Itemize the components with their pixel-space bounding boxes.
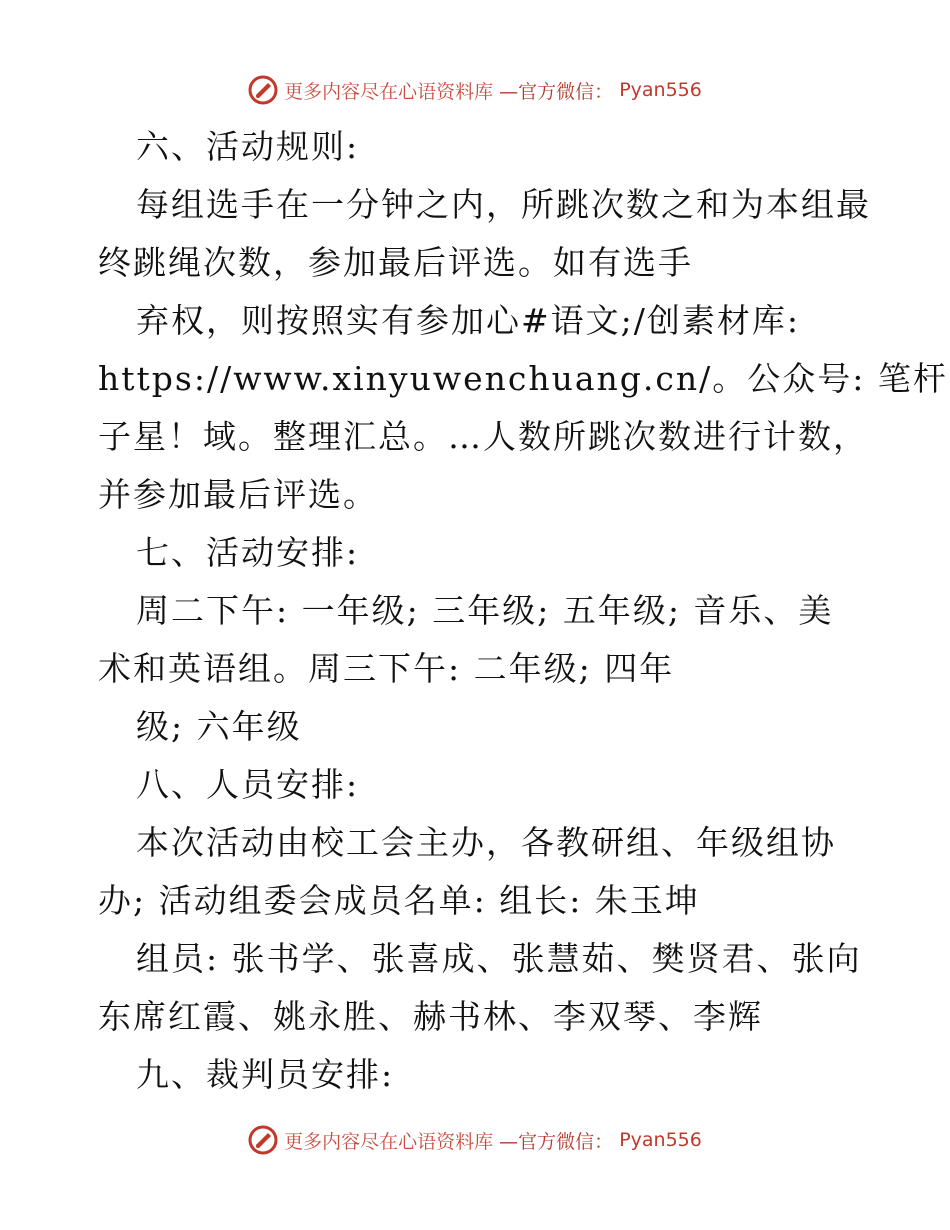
watermark-text: 更多内容尽在心语资料库 bbox=[284, 80, 494, 103]
paragraph-line: 每组选手在一分钟之内，所跳次数之和为本组最 bbox=[136, 185, 871, 224]
watermark-text: 更多内容尽在心语资料库 bbox=[284, 1130, 494, 1153]
paragraph-line: 子星！域。整理汇总。…人数所跳次数进行计数， bbox=[98, 417, 868, 456]
paragraph-line: 东席红霞、姚永胜、赫书林、李双琴、李辉 bbox=[98, 997, 763, 1036]
watermark-separator: —官方微信： bbox=[499, 80, 614, 103]
footer-watermark bbox=[0, 1120, 950, 1160]
paragraph-line: 终跳绳次数，参加最后评选。如有选手 bbox=[98, 243, 693, 282]
logo-icon bbox=[248, 1125, 278, 1155]
watermark-separator: —官方微信： bbox=[499, 1130, 614, 1153]
paragraph-line: 组员: 张书学、张喜成、张慧茹、樊贤君、张向 bbox=[136, 939, 862, 978]
document-body bbox=[98, 118, 948, 1104]
section-heading-schedule: 七、活动安排: bbox=[136, 533, 360, 572]
header-watermark bbox=[0, 70, 950, 110]
section-heading-referees: 九、裁判员安排: bbox=[136, 1055, 395, 1094]
paragraph-line: https://www.xinyuwenchuang.cn/。公众号: 笔杆 bbox=[98, 359, 948, 398]
section-heading-staff: 八、人员安排: bbox=[136, 765, 360, 804]
paragraph-line: 办; 活动组委会成员名单: 组长: 朱玉坤 bbox=[98, 881, 700, 920]
paragraph-line: 本次活动由校工会主办，各教研组、年级组协 bbox=[136, 823, 836, 862]
paragraph-line: 周二下午: 一年级; 三年级; 五年级; 音乐、美 bbox=[136, 591, 834, 630]
logo-icon bbox=[248, 75, 278, 105]
watermark-handle: Pyan556 bbox=[619, 79, 702, 101]
paragraph-line: 级; 六年级 bbox=[136, 707, 302, 746]
paragraph-line: 并参加最后评选。 bbox=[98, 475, 378, 514]
paragraph-line: 弃权，则按照实有参加心#语文;/创素材库: bbox=[136, 301, 801, 340]
paragraph-line: 术和英语组。周三下午: 二年级; 四年 bbox=[98, 649, 675, 688]
section-heading-rules: 六、活动规则: bbox=[136, 127, 360, 166]
watermark-handle: Pyan556 bbox=[619, 1129, 702, 1151]
